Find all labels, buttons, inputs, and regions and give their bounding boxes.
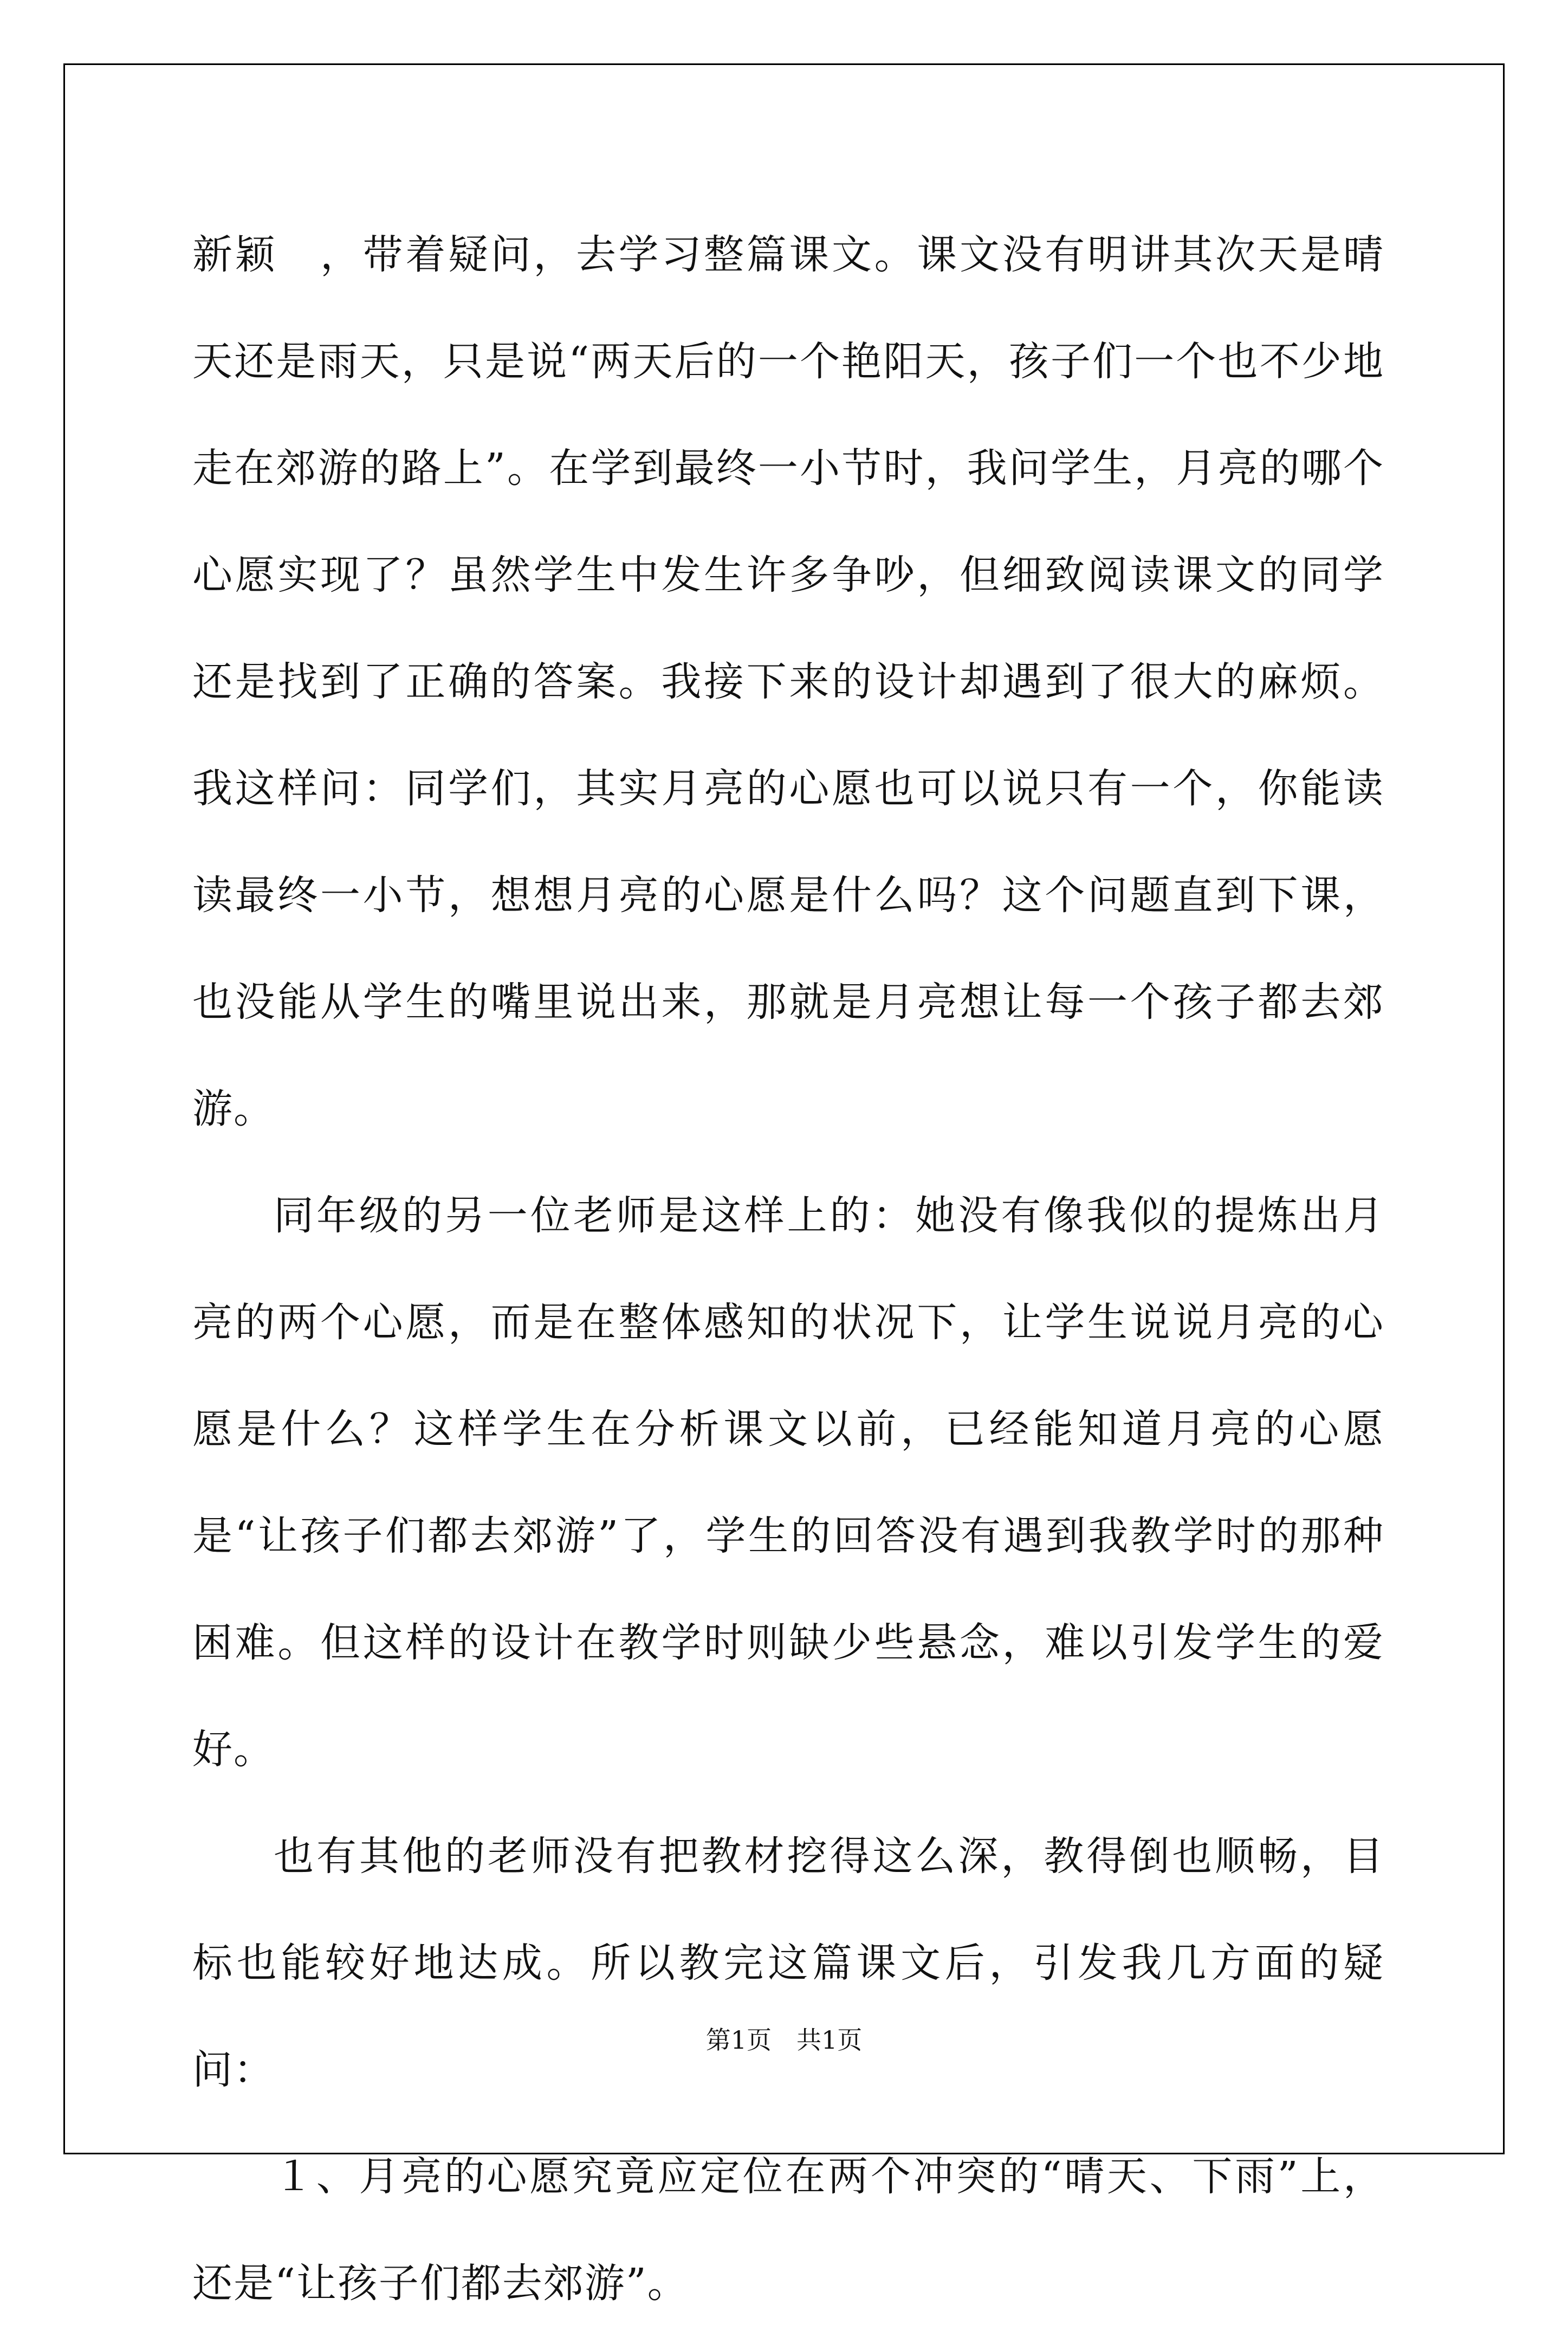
paragraph-1: 新颖 ，带着疑问，去学习整篇课文。课文没有明讲其次天是晴天还是雨天，只是说“两天后的一个艳阳天，孩子们一个也不少地走在郊游的路上”。在学到最终一小节时，我问学生，月亮的哪个心愿实现了？虽然学生中发生许多争吵，但细致阅读课文的同学还是找到了正确的答案。我接下来的设计却遇到了很大的麻烦。我这样问：同学们，其实月亮的心愿也可以说只有一个，你能读读最终一小节，想想月亮的心愿是什么吗？这个问题直到下课，也没能从学生的嘴里说出来，那就是月亮想让每一个孩子都去郊游。 [192, 231, 1384, 1132]
paragraph-4: １、月亮的心愿究竟应定位在两个冲突的“晴天、下雨”上，还是“让孩子们都去郊游”。 [192, 2153, 1384, 2307]
paragraph-3: 也有其他的老师没有把教材挖得这么深，教得倒也顺畅，目标也能较好地达成。所以教完这篇课文后，引发我几方面的疑问： [192, 1833, 1384, 2093]
paragraph-2: 同年级的另一位老师是这样上的：她没有像我似的提炼出月亮的两个心愿，而是在整体感知的状况下，让学生说说月亮的心愿是什么？这样学生在分析课文以前，已经能知道月亮的心愿是“让孩子们都去郊游”了，学生的回答没有遇到我教学时的那种困难。但这样的设计在教学时则缺少些悬念，难以引发学生的爱好。 [192, 1192, 1384, 1773]
page-footer: 第1页 共1页 [705, 2025, 863, 2055]
document-body [192, 202, 1384, 2337]
